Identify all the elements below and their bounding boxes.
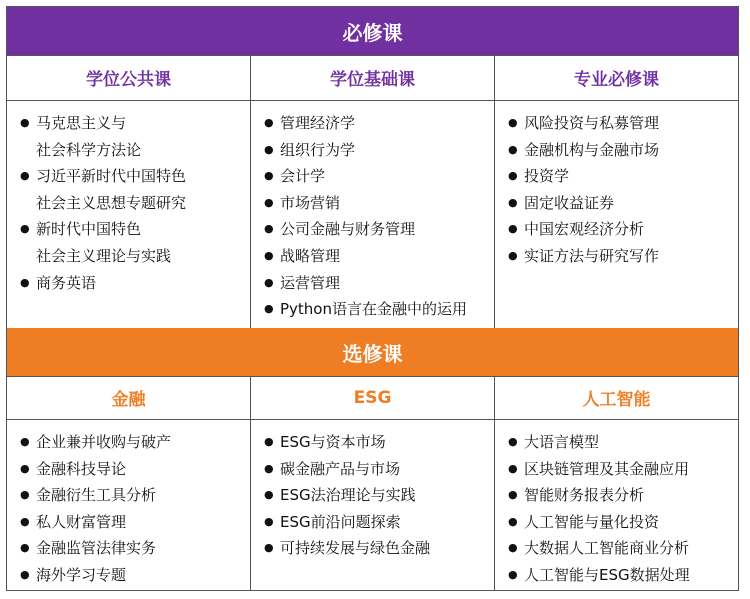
elective-column-header: ESG — [251, 376, 495, 419]
course-name-line: 社会科学方法论 — [36, 140, 142, 159]
curriculum-table — [6, 6, 739, 591]
course-item — [20, 270, 246, 297]
course-name-line: ● 组织行为学 — [280, 140, 356, 159]
course-name-line: ● 企业兼并收购与破产 — [36, 433, 172, 451]
course-name-line: ● 金融科技导论 — [36, 459, 127, 478]
required-header-row — [7, 55, 738, 100]
course-name-line: ● 实证方法与研究写作 — [524, 246, 660, 265]
course-item — [264, 190, 490, 217]
course-name-line: ● 运营管理 — [280, 273, 341, 292]
course-item — [264, 429, 490, 456]
course-item — [508, 562, 734, 589]
elective-column-list — [495, 419, 738, 590]
course-item — [508, 216, 734, 243]
course-item — [264, 482, 490, 509]
course-name-line: ● 大语言模型 — [524, 433, 600, 451]
required-column-list — [495, 100, 738, 328]
course-name-line: ● ESG法治理论与实践 — [280, 486, 416, 505]
course-item — [20, 110, 246, 163]
required-column-header: 学位基础课 — [251, 55, 495, 100]
course-name-line: ● 公司金融与财务管理 — [280, 220, 416, 239]
course-name-line: ● 会计学 — [280, 167, 326, 186]
course-name-line: 社会主义理论与实践 — [36, 246, 172, 265]
course-item — [264, 509, 490, 536]
course-item — [264, 163, 490, 190]
course-name-line: ● 私人财富管理 — [36, 512, 127, 531]
course-item — [264, 456, 490, 483]
required-courses-title: 必修课 — [342, 20, 403, 45]
course-item — [264, 535, 490, 562]
course-name-line: ● 固定收益证券 — [524, 193, 615, 212]
course-item — [20, 216, 246, 269]
elective-courses-title: 选修课 — [342, 341, 403, 366]
course-name-line: ● 风险投资与私募管理 — [524, 114, 660, 132]
elective-column-list — [251, 419, 495, 590]
elective-courses-banner — [7, 328, 738, 376]
course-name-line: ● 大数据人工智能商业分析 — [524, 539, 690, 558]
required-courses-banner — [7, 7, 738, 55]
course-name-line: ● 智能财务报表分析 — [524, 486, 645, 505]
course-name-line: ● 可持续发展与绿色金融 — [280, 539, 431, 558]
course-item — [264, 270, 490, 297]
course-item — [20, 456, 246, 483]
course-item — [508, 456, 734, 483]
course-item — [264, 137, 490, 164]
course-name-line: ● 管理经济学 — [280, 114, 356, 132]
elective-column-list — [7, 419, 251, 590]
course-name-line: ● Python语言在金融中的运用 — [280, 300, 467, 319]
course-item — [20, 509, 246, 536]
course-item — [20, 535, 246, 562]
course-item — [508, 137, 734, 164]
elective-header-row — [7, 376, 738, 419]
course-item — [508, 429, 734, 456]
course-item — [508, 163, 734, 190]
required-column-header: 学位公共课 — [7, 55, 251, 100]
course-name-line: ● 区块链管理及其金融应用 — [524, 459, 690, 478]
course-item — [264, 216, 490, 243]
course-name-line: ● 人工智能与ESG数据处理 — [524, 565, 690, 584]
course-item — [508, 110, 734, 137]
course-name-line: ● 商务英语 — [36, 273, 97, 292]
course-item — [20, 163, 246, 216]
course-item — [508, 509, 734, 536]
required-column-list — [251, 100, 495, 328]
required-column-header: 专业必修课 — [574, 70, 659, 90]
elective-column-header: 金融 — [7, 376, 251, 419]
course-name-line: ● 海外学习专题 — [36, 565, 127, 584]
course-name-line: ● 人工智能与量化投资 — [524, 512, 660, 531]
course-name-line: ● 金融监管法律实务 — [36, 539, 157, 558]
course-name-line: ● 中国宏观经济分析 — [524, 220, 645, 239]
course-name-line: ● 市场营销 — [280, 193, 341, 212]
course-item — [508, 482, 734, 509]
course-name-line: ● 投资学 — [524, 167, 570, 186]
course-name-line: 社会主义思想专题研究 — [36, 193, 187, 212]
course-name-line: ● 战略管理 — [280, 246, 341, 265]
course-item — [508, 535, 734, 562]
course-name-line: ● 马克思主义与 — [36, 114, 127, 132]
course-name-line: ● ESG前沿问题探索 — [280, 512, 401, 531]
course-name-line: ● 金融机构与金融市场 — [524, 140, 660, 159]
course-name-line: ● 碳金融产品与市场 — [280, 459, 401, 478]
course-item — [264, 110, 490, 137]
elective-course-lists — [7, 419, 738, 590]
course-name-line: ● 新时代中国特色 — [36, 220, 142, 239]
course-item — [20, 562, 246, 589]
course-name-line: ● 习近平新时代中国特色 — [36, 167, 187, 186]
elective-column-header: 人工智能 — [582, 390, 651, 410]
course-item — [508, 243, 734, 270]
course-item — [20, 429, 246, 456]
course-item — [264, 296, 490, 323]
course-name-line: ● 金融衍生工具分析 — [36, 486, 157, 505]
required-column-list — [7, 100, 251, 328]
course-item — [264, 243, 490, 270]
course-item — [508, 190, 734, 217]
required-course-lists — [7, 100, 738, 328]
course-item — [20, 482, 246, 509]
course-name-line: ● ESG与资本市场 — [280, 433, 386, 451]
